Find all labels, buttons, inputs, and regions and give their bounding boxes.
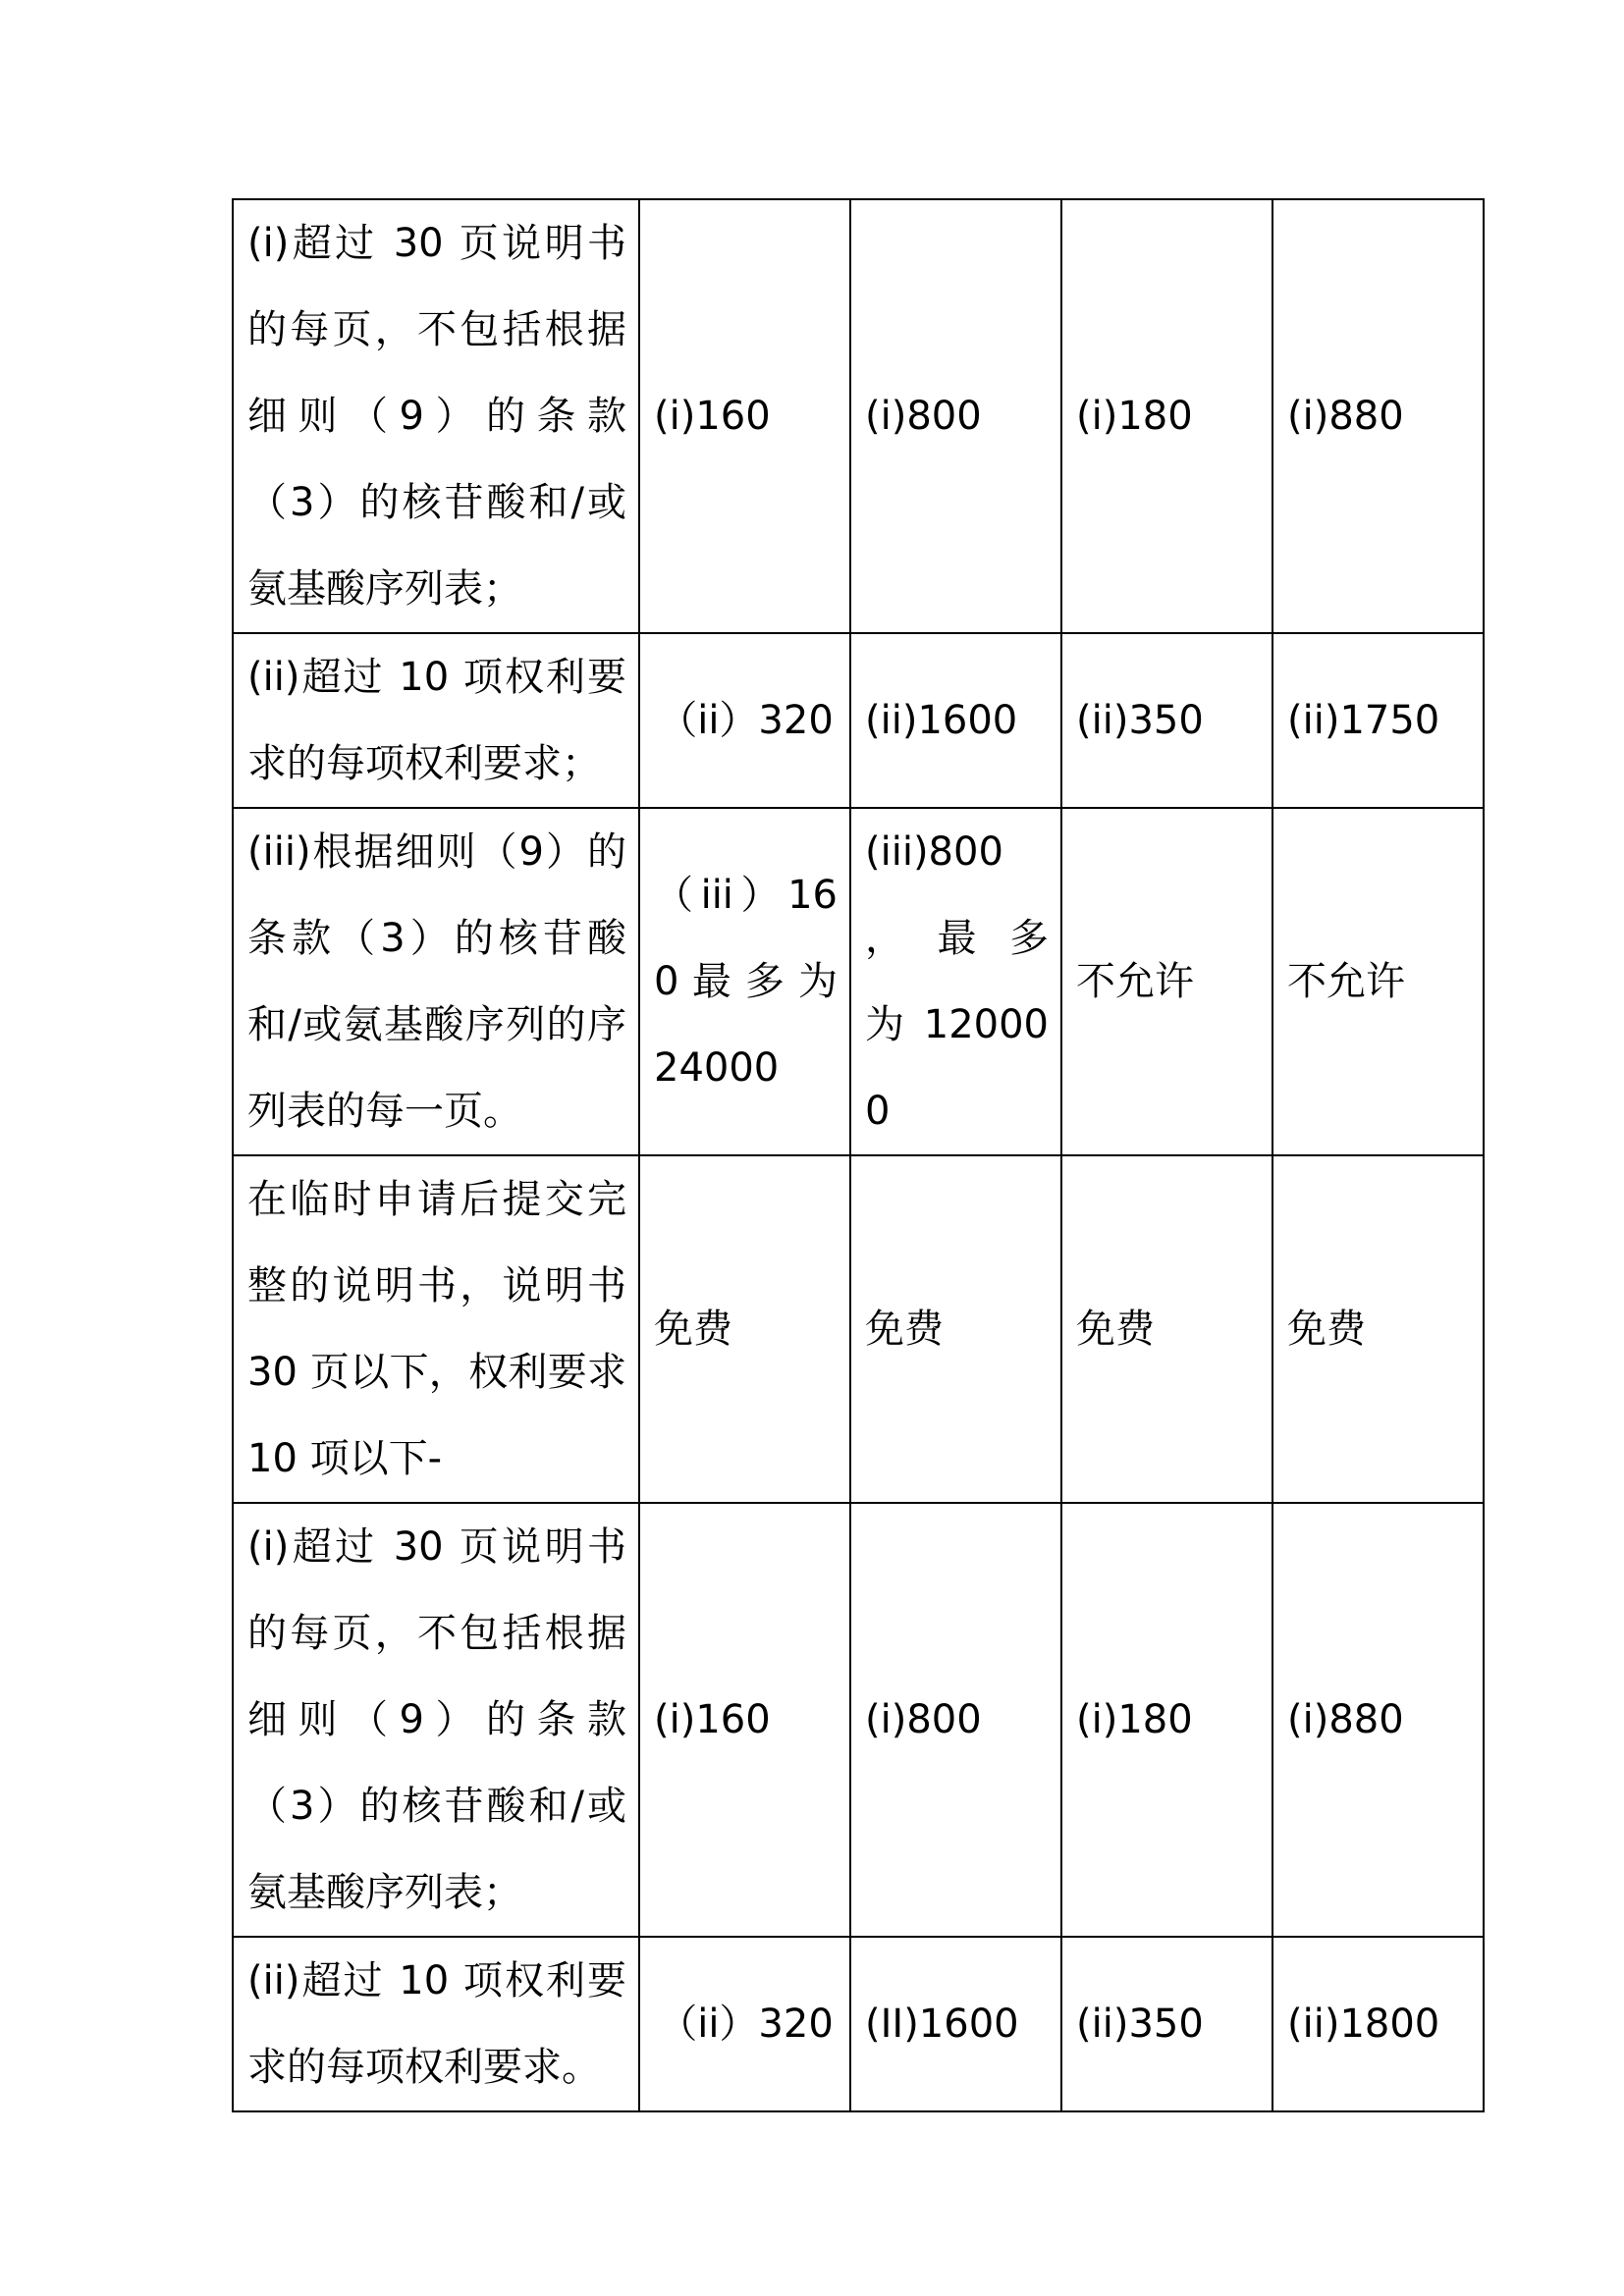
fee-description: (iii)根据细则（9）的条款（3）的核苷酸和/或氨基酸序列的序列表的每一页。 (233, 808, 639, 1155)
fee-value: 不允许 (1061, 808, 1272, 1155)
fee-description: (i)超过 30 页说明书的每页，不包括根据细则（9）的条款（3）的核苷酸和/或氨基酸序列表； (233, 199, 639, 633)
table-row (233, 199, 1484, 633)
fee-value: (II)1600 (850, 1937, 1061, 2111)
fee-value: (ii)350 (1061, 1937, 1272, 2111)
fee-description: 在临时申请后提交完整的说明书，说明书 30 页以下，权利要求 10 项以下- (233, 1155, 639, 1503)
fee-value: （ii）320 (639, 633, 850, 808)
fee-value: （ii）320 (639, 1937, 850, 2111)
fee-value: （iii）160 最 多 为 24000 (639, 808, 850, 1155)
table-row (233, 1155, 1484, 1503)
fee-value: (iii)800 ， 最 多 为 120000 (850, 808, 1061, 1155)
fee-value: (i)160 (639, 199, 850, 633)
fee-description: (i)超过 30 页说明书的每页，不包括根据细则（9）的条款（3）的核苷酸和/或氨基酸序列表； (233, 1503, 639, 1937)
fee-value: (i)800 (850, 199, 1061, 633)
fee-value: 免费 (850, 1155, 1061, 1503)
fee-value: (i)880 (1272, 1503, 1484, 1937)
fee-value: (ii)1800 (1272, 1937, 1484, 2111)
fee-value: (ii)1600 (850, 633, 1061, 808)
fee-table (232, 198, 1485, 2112)
fee-value: (i)160 (639, 1503, 850, 1937)
table-row (233, 1503, 1484, 1937)
fee-value: 不允许 (1272, 808, 1484, 1155)
table-row (233, 1937, 1484, 2111)
fee-value: 免费 (1061, 1155, 1272, 1503)
fee-description: (ii)超过 10 项权利要求的每项权利要求； (233, 633, 639, 808)
fee-value: 免费 (639, 1155, 850, 1503)
table-row (233, 808, 1484, 1155)
table-row (233, 633, 1484, 808)
fee-value: 免费 (1272, 1155, 1484, 1503)
fee-value: (ii)350 (1061, 633, 1272, 808)
fee-description: (ii)超过 10 项权利要求的每项权利要求。 (233, 1937, 639, 2111)
fee-value: (i)800 (850, 1503, 1061, 1937)
fee-value: (i)880 (1272, 199, 1484, 633)
fee-value: (ii)1750 (1272, 633, 1484, 808)
fee-value: (i)180 (1061, 199, 1272, 633)
fee-value: (i)180 (1061, 1503, 1272, 1937)
